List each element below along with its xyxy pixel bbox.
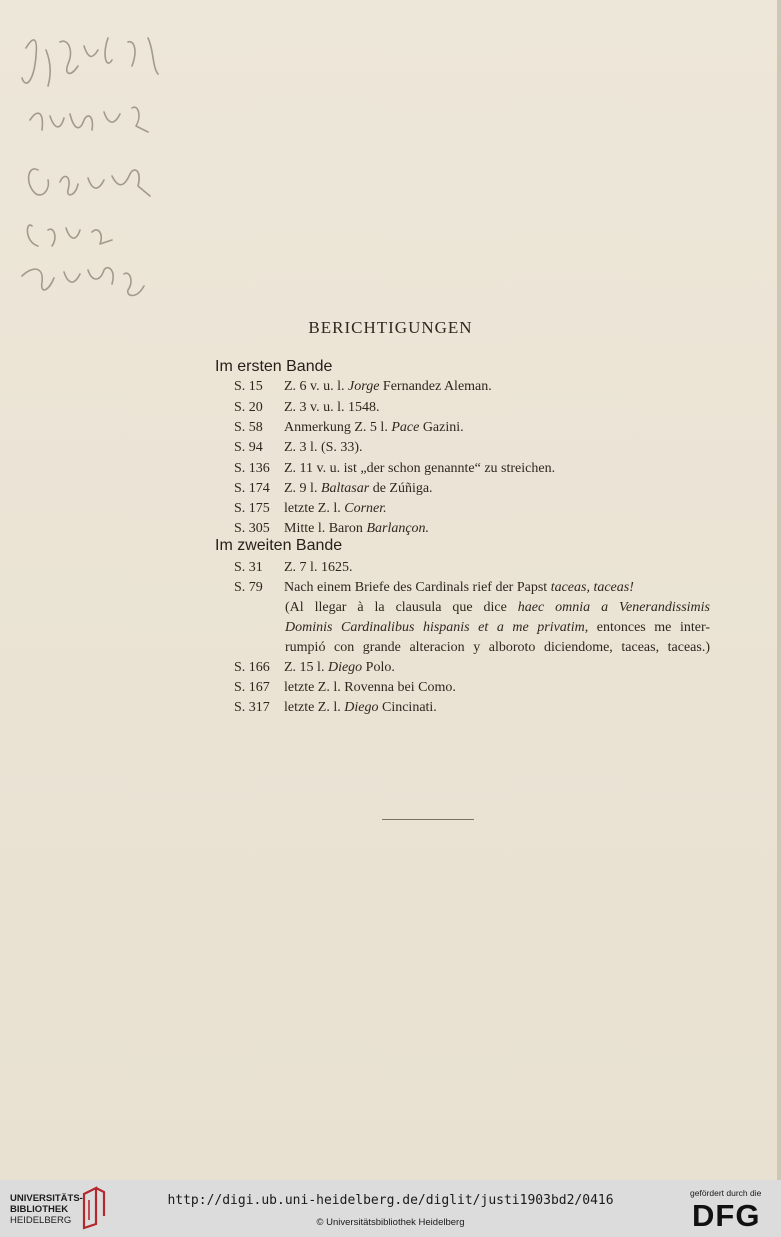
entry-continuation — [285, 640, 710, 656]
entry-text: (Al llegar à la clausula que dice — [285, 600, 518, 615]
entry-text: Fernandez Aleman. — [379, 379, 492, 394]
entry-italic: Dominis Cardinalibus hispanis et a me privatim, — [285, 620, 589, 635]
page-ref: S. 31 — [234, 560, 263, 575]
entry-text: Z. 15 l. — [284, 660, 328, 675]
entry-italic: Pace — [391, 420, 420, 435]
entry-text: entonces me inter- — [588, 620, 710, 635]
library-name-line: BIBLIOTHEK — [10, 1204, 69, 1215]
page-ref: S. 136 — [234, 461, 270, 476]
entry-text: letzte Z. l. Rovenna bei Como. — [284, 680, 456, 695]
page-ref: S. 317 — [234, 700, 270, 715]
copyright-notice: © Universitätsbibliothek Heidelberg — [316, 1217, 465, 1228]
entry-text: Mitte l. Baron — [284, 521, 367, 536]
correction-entry — [234, 560, 734, 576]
library-name-line: UNIVERSITÄTS- — [10, 1193, 83, 1204]
page-ref: S. 166 — [234, 660, 270, 675]
page-ref: S. 94 — [234, 440, 263, 455]
page-ref: S. 167 — [234, 680, 270, 695]
entry-text: Cincinati. — [378, 700, 437, 715]
entry-text: Z. 3 v. u. l. 1548. — [284, 400, 380, 415]
dfg-logo[interactable]: DFG — [692, 1198, 761, 1233]
page-ref: S. 305 — [234, 521, 270, 536]
entry-text: letzte Z. l. — [284, 501, 345, 516]
entry-italic: Jorge — [348, 379, 380, 394]
correction-entry — [234, 521, 734, 537]
correction-entry — [234, 481, 734, 497]
entry-text: Nach einem Briefe des Cardinals rief der Papst — [284, 580, 551, 595]
page-ref: S. 174 — [234, 481, 270, 496]
correction-entry — [234, 680, 734, 696]
closing-rule — [382, 819, 474, 820]
correction-entry — [234, 461, 734, 477]
pencil-annotation — [8, 20, 188, 300]
correction-entry — [234, 440, 734, 456]
permalink-url[interactable]: http://digi.ub.uni-heidelberg.de/diglit/justi1903bd2/0416 — [167, 1193, 614, 1208]
entry-italic: Diego — [344, 700, 379, 715]
page-heading: BERICHTIGUNGEN — [308, 318, 473, 337]
entry-italic: haec omnia a Venerandissimis — [517, 600, 711, 615]
correction-entry — [234, 501, 734, 517]
entry-italic: Diego — [327, 660, 363, 675]
entry-continuation — [285, 600, 710, 616]
entry-italic: Barlançon. — [366, 521, 430, 536]
entry-italic: taceas, taceas! — [550, 580, 634, 595]
entry-text: Z. 11 v. u. ist „der schon genannte“ zu streichen. — [284, 461, 556, 476]
funding-label: gefördert durch die — [690, 1188, 762, 1198]
entry-continuation — [285, 620, 710, 636]
correction-entry — [234, 420, 734, 436]
entry-text: Z. 9 l. — [284, 481, 321, 496]
section-title-first-volume: Im ersten Bande — [215, 358, 333, 375]
page-ref: S. 15 — [234, 379, 263, 394]
correction-entry — [234, 379, 734, 395]
entry-text: Z. 3 l. (S. 33). — [284, 440, 363, 455]
entry-text: Gazini. — [419, 420, 464, 435]
entry-text: letzte Z. l. — [284, 700, 345, 715]
correction-entry — [234, 580, 734, 596]
library-name-line: HEIDELBERG — [10, 1215, 72, 1226]
entry-text: Z. 6 v. u. l. — [284, 379, 349, 394]
correction-entry — [234, 400, 734, 416]
correction-entry — [234, 700, 734, 716]
page-ref: S. 20 — [234, 400, 263, 415]
entry-text: Polo. — [362, 660, 395, 675]
entry-text: rumpió con grande alteracion y alboroto diciendome, taceas, taceas.) — [285, 640, 710, 655]
entry-text: Anmerkung Z. 5 l. — [284, 420, 392, 435]
page-ref: S. 79 — [234, 580, 263, 595]
entry-italic: Baltasar — [320, 481, 370, 496]
page-ref: S. 58 — [234, 420, 263, 435]
section-title-second-volume: Im zweiten Bande — [215, 537, 343, 554]
entry-text: de Zúñiga. — [369, 481, 433, 496]
correction-entry — [234, 660, 734, 676]
page-ref: S. 175 — [234, 501, 270, 516]
page-edge — [777, 0, 781, 1180]
viewer-footer — [0, 1180, 781, 1237]
entry-italic: Corner. — [344, 501, 387, 516]
entry-text: Z. 7 l. 1625. — [284, 560, 353, 575]
